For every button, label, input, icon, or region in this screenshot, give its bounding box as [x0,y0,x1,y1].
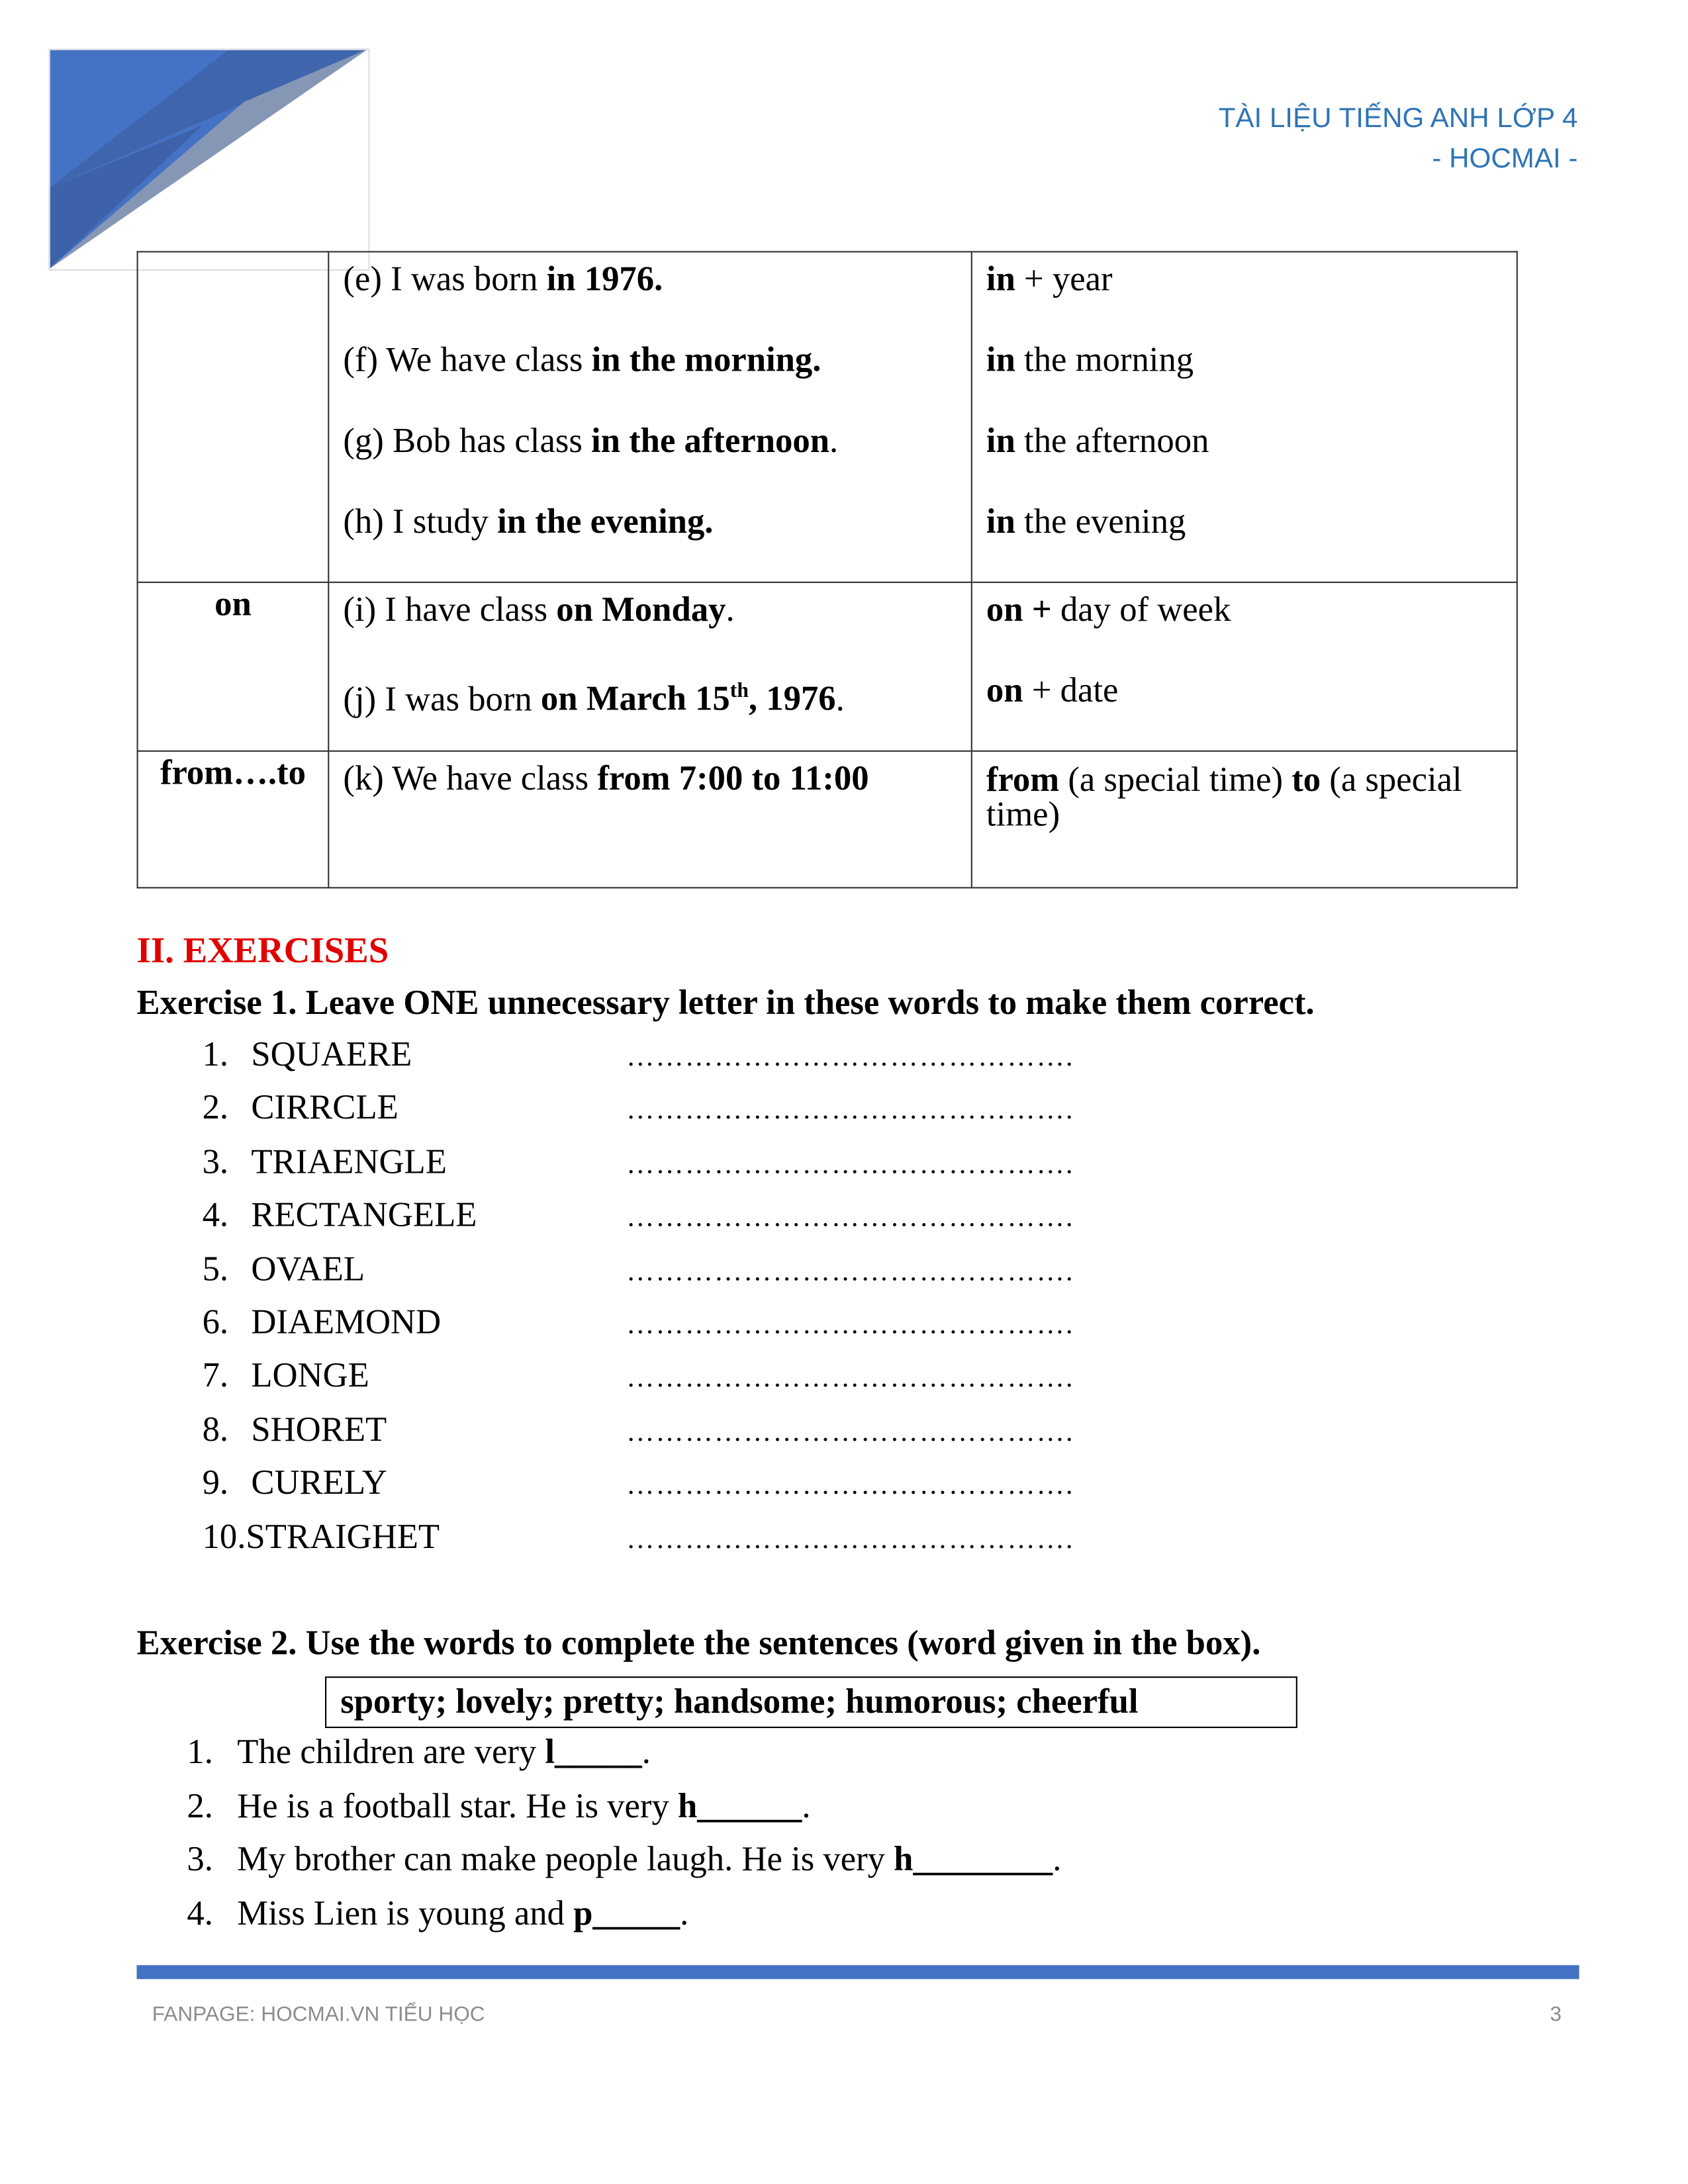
item-number: 4. [202,1197,229,1235]
list-item [203,1036,412,1075]
rules-cell [972,582,1517,751]
table-row [138,251,1517,582]
prep-cell: on [138,582,329,751]
answer-blank[interactable]: ………………………………………. [626,1363,1074,1394]
example: (h) I study in the evening. [343,503,714,541]
list-item [203,1357,369,1396]
list-item [203,1197,477,1236]
sentence-end: . [802,1787,811,1825]
header-title: TÀI LIỆU TIẾNG ANH LỚP 4 [1218,103,1578,134]
item-number: 2. [202,1089,229,1128]
example: (e) I was born in 1976. [343,261,663,298]
item-number: 1. [202,1036,229,1074]
rules-cell [972,251,1517,582]
example: (g) Bob has class in the afternoon. [343,422,839,461]
answer-blank[interactable]: p_____ [573,1894,680,1933]
answer-blank[interactable]: ………………………………………. [626,1416,1074,1448]
list-item [203,1250,365,1289]
exercise1-title: Exercise 1. Leave ONE unnecessary letter in these words to make them correct. [136,984,1315,1023]
item-word: DIAEMOND [251,1304,442,1342]
item-number: 3. [187,1841,213,1879]
page-number: 3 [1550,2003,1562,2027]
sentence-text: He is a football star. He is very [237,1787,678,1825]
sentence-end: . [680,1894,689,1933]
section-title: II. EXERCISES [136,930,389,971]
item-number: 6. [202,1304,229,1342]
item-number: 9. [202,1465,229,1503]
list-item [187,1733,651,1772]
item-word: RECTANGELE [251,1197,477,1235]
rule: on + day of week [986,591,1231,629]
table-row [138,751,1517,888]
answer-blank[interactable]: l_____ [545,1733,642,1772]
examples-cell [328,251,972,582]
item-word: STRAIGHET [246,1518,440,1557]
list-item [187,1788,810,1827]
sentence-text: My brother can make people laugh. He is very [237,1841,894,1879]
rule: from (a special time) to (a special time) [986,761,1462,835]
rule: in the morning [986,341,1194,380]
item-number: 8. [202,1411,229,1449]
answer-blank[interactable]: h________ [894,1841,1053,1879]
list-item [187,1895,688,1934]
item-number: 3. [202,1143,229,1181]
item-number: 4. [187,1894,213,1933]
answer-blank[interactable]: ………………………………………. [626,1470,1074,1501]
prep-cell [138,251,329,582]
prepositions-table [137,251,1518,888]
sentence-end: . [1053,1841,1062,1879]
rule: in the evening [986,503,1186,541]
item-word: CURELY [251,1465,387,1503]
example: (k) We have class from 7:00 to 11:00 [343,760,869,798]
example: (i) I have class on Monday. [343,591,735,629]
answer-blank[interactable]: ………………………………………. [626,1255,1074,1287]
word-box: sporty; lovely; pretty; handsome; humorous; cheerful [325,1676,1297,1728]
item-number: 10. [202,1518,246,1557]
rule: on + date [986,672,1119,710]
list-item [203,1304,442,1343]
answer-blank[interactable]: ………………………………………. [626,1524,1074,1555]
list-item [203,1090,399,1129]
list-item [187,1841,1061,1880]
item-word: LONGE [251,1357,369,1396]
example: (j) I was born on March 15th, 1976. [343,680,845,719]
rule: in the afternoon [986,422,1209,461]
item-number: 7. [202,1357,229,1396]
answer-blank[interactable]: ………………………………………. [626,1309,1074,1341]
header-subtitle: - HOCMAI - [1432,144,1578,175]
answer-blank[interactable]: h______ [677,1787,802,1825]
item-word: SHORET [251,1411,387,1449]
list-item [203,1144,447,1183]
answer-blank[interactable]: ………………………………………. [626,1149,1074,1180]
prep-cell: from….to [138,751,329,888]
item-word: CIRRCLE [251,1089,399,1128]
exercise2-title: Exercise 2. Use the words to complete the sentences (word given in the box). [136,1625,1261,1663]
sentence-end: . [641,1733,651,1772]
answer-blank[interactable]: ………………………………………. [626,1042,1074,1073]
list-item [203,1465,387,1504]
example: (f) We have class in the morning. [343,341,821,380]
item-word: SQUAERE [251,1036,412,1074]
item-number: 1. [187,1733,213,1772]
answer-blank[interactable]: ………………………………………. [626,1095,1074,1126]
list-item [203,1411,387,1450]
item-word: TRIAENGLE [251,1143,447,1181]
sentence-text: The children are very [237,1733,545,1772]
item-number: 5. [202,1250,229,1289]
examples-cell [328,751,972,888]
list-item [203,1518,440,1557]
item-word: OVAEL [251,1250,365,1289]
footer-bar [137,1965,1579,1979]
examples-cell [328,582,972,751]
sentence-text: Miss Lien is young and [237,1894,574,1933]
table-row [138,582,1517,751]
rules-cell [972,751,1517,888]
corner-logo-triangles [49,49,370,272]
answer-blank[interactable]: ………………………………………. [626,1202,1074,1234]
footer-fanpage: FANPAGE: HOCMAI.VN TIỂU HỌC [152,2003,485,2027]
item-number: 2. [187,1787,213,1825]
rule: in + year [986,261,1113,298]
